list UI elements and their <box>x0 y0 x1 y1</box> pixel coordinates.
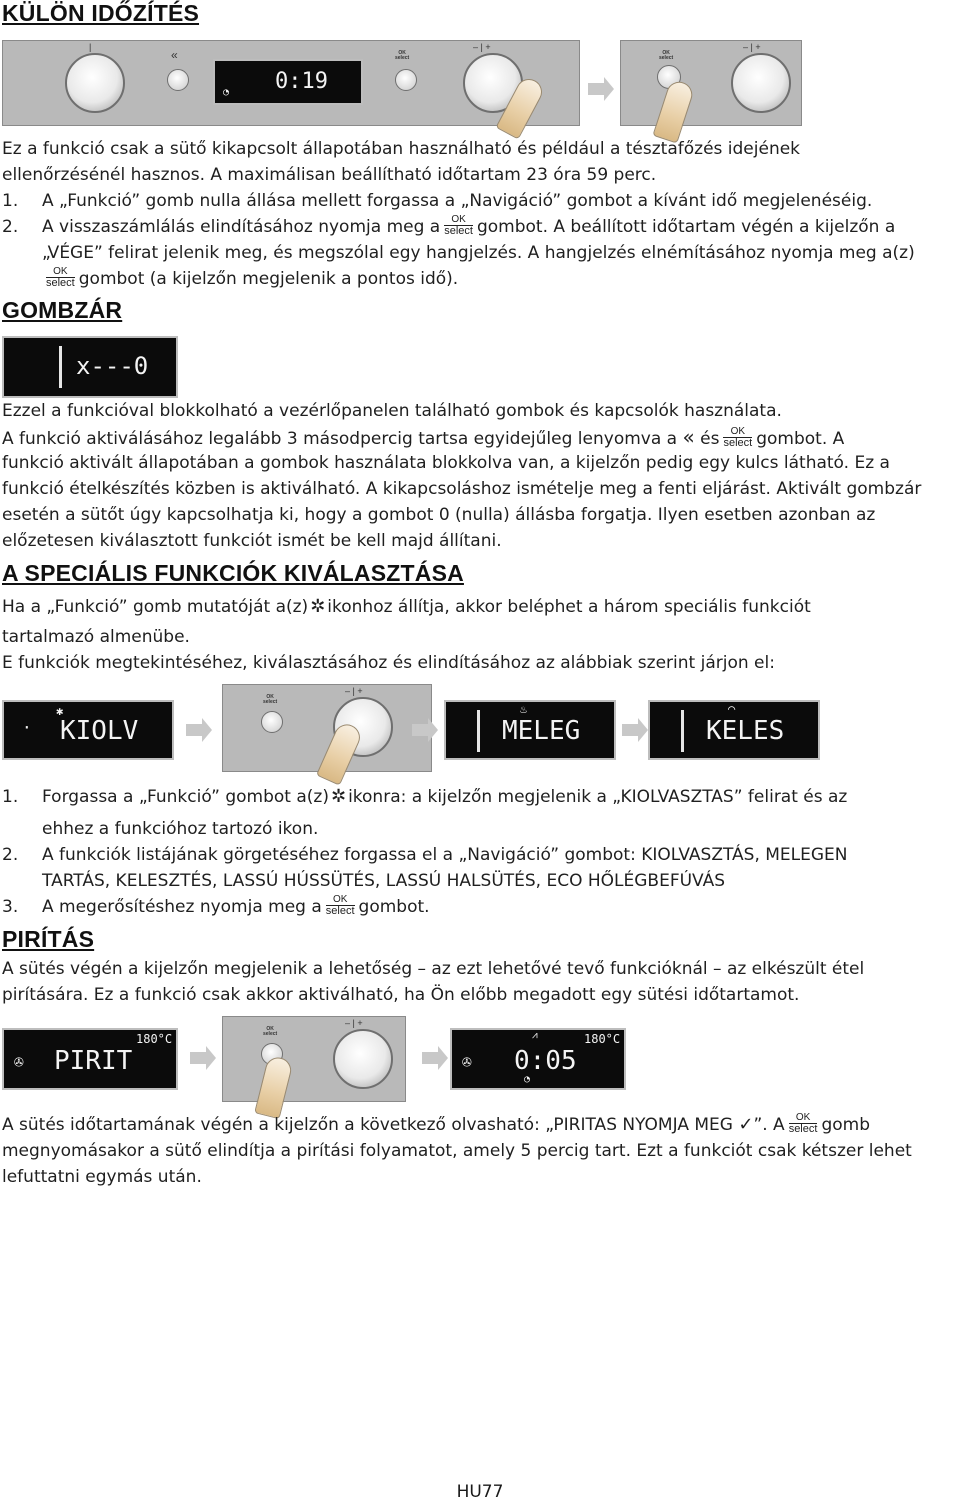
section-title-timer: KÜLÖN IDŐZÍTÉS <box>2 0 200 26</box>
ok-select-icon: OK select <box>325 893 355 917</box>
clock-icon: ◔ <box>524 1074 531 1085</box>
snowflake-icon: ✱ <box>56 704 64 718</box>
paragraph: tartalmazó almenübe. <box>2 627 190 647</box>
arrow-icon <box>412 724 430 736</box>
ok-select-icon: OK select <box>723 425 753 449</box>
defrost-icon: · <box>22 718 32 737</box>
display-temp: 180°C <box>136 1032 173 1046</box>
minus-plus-mark: – | + <box>345 1018 363 1028</box>
display-bracket <box>450 710 480 752</box>
arrow-icon <box>422 1052 440 1064</box>
snowflake-special-functions-icon: ✲ <box>310 596 326 617</box>
navigation-knob <box>731 53 791 113</box>
display-text: MELEG <box>502 716 581 746</box>
control-panel-illustration-4 <box>222 1016 406 1102</box>
dough-icon: ◠ <box>728 702 736 716</box>
list-item: 3. A megerősítéshez nyomja meg a OK select gombot. <box>2 893 430 917</box>
ok-select-icon: OK select <box>788 1111 818 1135</box>
navigation-knob <box>333 1029 393 1089</box>
ok-select-label: OK select <box>263 1026 278 1037</box>
display-text: KELES <box>706 716 785 746</box>
display-time: 0:05 <box>514 1046 577 1076</box>
section-title-special: A SPECIÁLIS FUNKCIÓK KIVÁLASZTÁSA <box>2 560 464 586</box>
paragraph: pirítására. Ez a funkció csak akkor aktiválható, ha Ön előbb megadott egy sütési időtartamot. <box>2 985 800 1005</box>
paragraph: ellenőrzésénél hasznos. A maximálisan beállítható időtartam 23 óra 59 perc. <box>2 165 657 185</box>
display-meleg <box>444 700 616 760</box>
display-timer-pirit <box>450 1028 626 1090</box>
lock-display <box>2 336 178 398</box>
checkmark-icon: ✓ <box>738 1114 754 1135</box>
paragraph: A sütés végén a kijelzőn megjelenik a lehetőség – az ezt lehetővé tevő funkcióknál – az elkészült étel <box>2 959 865 979</box>
grill-icon: ⩘ <box>532 1030 538 1041</box>
back-icon: « <box>171 48 178 62</box>
minus-plus-mark: – | + <box>473 42 491 52</box>
display-keles <box>648 700 820 760</box>
control-panel-illustration-2 <box>620 40 802 126</box>
fan-grill-icon: ✇ <box>14 1052 24 1071</box>
list-item: 1. A „Funkció” gomb nulla állása mellett forgassa a „Navigáció” gombot a kívánt idő megjelenéséig. <box>2 191 873 211</box>
paragraph: lefuttatni egymás után. <box>2 1167 202 1187</box>
paragraph: megnyomásakor a sütő elindítja a pirítási folyamatot, amely 5 percig tart. Ezt a funkciót csak kétszer lehet <box>2 1141 912 1161</box>
finger-pointer <box>254 1055 294 1120</box>
ok-select-label: OK select <box>263 694 278 705</box>
ok-select-icon: OK select <box>46 265 75 289</box>
paragraph: Ez a funkció csak a sütő kikapcsolt állapotában használható és például a tésztafőzés idejének <box>2 139 801 159</box>
oven-display <box>213 59 363 105</box>
double-chevron-left-icon: « <box>682 425 695 449</box>
paragraph: A funkció aktiválásához legalább 3 másodpercig tartsa egyidejűleg lenyomva a « és OK select gombot. A <box>2 425 845 449</box>
arrow-icon <box>186 724 204 736</box>
page-number: HU77 <box>456 1482 504 1502</box>
zero-mark: | <box>89 42 92 52</box>
ok-select-label: OK select <box>395 50 410 61</box>
paragraph: E funkciók megtekintéséhez, kiválasztásához és elindításához az alábbiak szerint járjon el: <box>2 653 775 673</box>
display-kiolv <box>2 700 174 760</box>
ok-select-button <box>261 711 283 733</box>
list-item-cont: „VÉGE” felirat jelenik meg, és megszólal egy hangjelzés. A hangjelzés elnémításához nyomja meg a(z) <box>42 243 915 263</box>
finger-pointer <box>652 78 695 143</box>
paragraph: funkció ételkészítés közben is aktiválható. A kikapcsoláshoz ismételje meg a fenti eljárást. Aktivált gombzár <box>2 479 922 499</box>
paragraph: Ha a „Funkció” gomb mutatóját a(z) ✲ ikonhoz állítja, akkor beléphet a három speciális funkciót <box>2 594 811 620</box>
section-title-toast: PIRÍTÁS <box>2 926 95 952</box>
control-panel-illustration-3 <box>222 684 432 772</box>
list-item: 2. A visszaszámlálás elindításához nyomja meg a OK select gombot. A beállított időtartam végén a kijelzőn a <box>2 213 896 237</box>
list-item: 1. Forgassa a „Funkció” gombot a(z) ✲ ikonra: a kijelzőn megjelenik a „KIOLVASZTAS” felirat és az <box>2 784 847 810</box>
minus-plus-mark: – | + <box>743 42 761 52</box>
paragraph: A sütés időtartamának végén a kijelzőn a következő olvasható: „PIRITAS NYOMJA MEG ✓”. A OK select gomb <box>2 1111 870 1135</box>
list-item-cont: OK select gombot (a kijelzőn megjelenik a pontos idő). <box>46 265 459 289</box>
display-text: KIOLV <box>60 716 139 746</box>
function-knob <box>65 53 125 113</box>
clock-icon: ◔ <box>223 87 230 98</box>
control-panel-illustration <box>2 40 580 126</box>
paragraph: Ezzel a funkcióval blokkolható a vezérlőpanelen található gombok és kapcsolók használata. <box>2 401 782 421</box>
arrow-icon <box>190 1052 208 1064</box>
list-item: 2. A funkciók listájának görgetéséhez forgassa el a „Navigáció” gombot: KIOLVASZTÁS, MELEGEN <box>2 845 848 865</box>
arrow-icon <box>588 83 606 95</box>
paragraph: funkció aktivált állapotában a gombok használata blokkolva van, a kijelzőn pedig egy kulcs látható. Ez a <box>2 453 890 473</box>
display-text: PIRIT <box>54 1046 133 1076</box>
ok-select-label: OK select <box>659 50 674 61</box>
paragraph: esetén a sütőt úgy kapcsolhatja ki, hogy a gombot 0 (nulla) állásba forgatja. Ilyen esetben azonban az <box>2 505 876 525</box>
display-time: 0:19 <box>275 69 328 94</box>
ok-select-icon: OK select <box>444 213 473 237</box>
section-title-lock: GOMBZÁR <box>2 297 123 323</box>
display-bracket <box>654 710 684 752</box>
minus-plus-mark: – | + <box>345 686 363 696</box>
list-item-cont: ehhez a funkcióhoz tartozó ikon. <box>42 819 319 839</box>
arrow-icon <box>622 724 640 736</box>
display-temp: 180°C <box>584 1032 621 1046</box>
display-lock-text: x---0 <box>76 352 149 380</box>
list-item-cont: TARTÁS, KELESZTÉS, LASSÚ HÚSSÜTÉS, LASSÚ HALSÜTÉS, ECO HŐLÉGBEFÚVÁS <box>42 871 726 891</box>
ok-select-button <box>395 69 417 91</box>
snowflake-special-functions-icon: ✲ <box>330 786 347 807</box>
paragraph: előzetesen kiválasztott funkciót ismét be kell majd állítani. <box>2 531 502 551</box>
back-button <box>167 69 189 91</box>
display-pirit <box>2 1028 178 1090</box>
display-bracket <box>12 346 62 388</box>
fan-grill-icon: ✇ <box>462 1052 472 1071</box>
warm-icon: ♨ <box>520 702 528 716</box>
